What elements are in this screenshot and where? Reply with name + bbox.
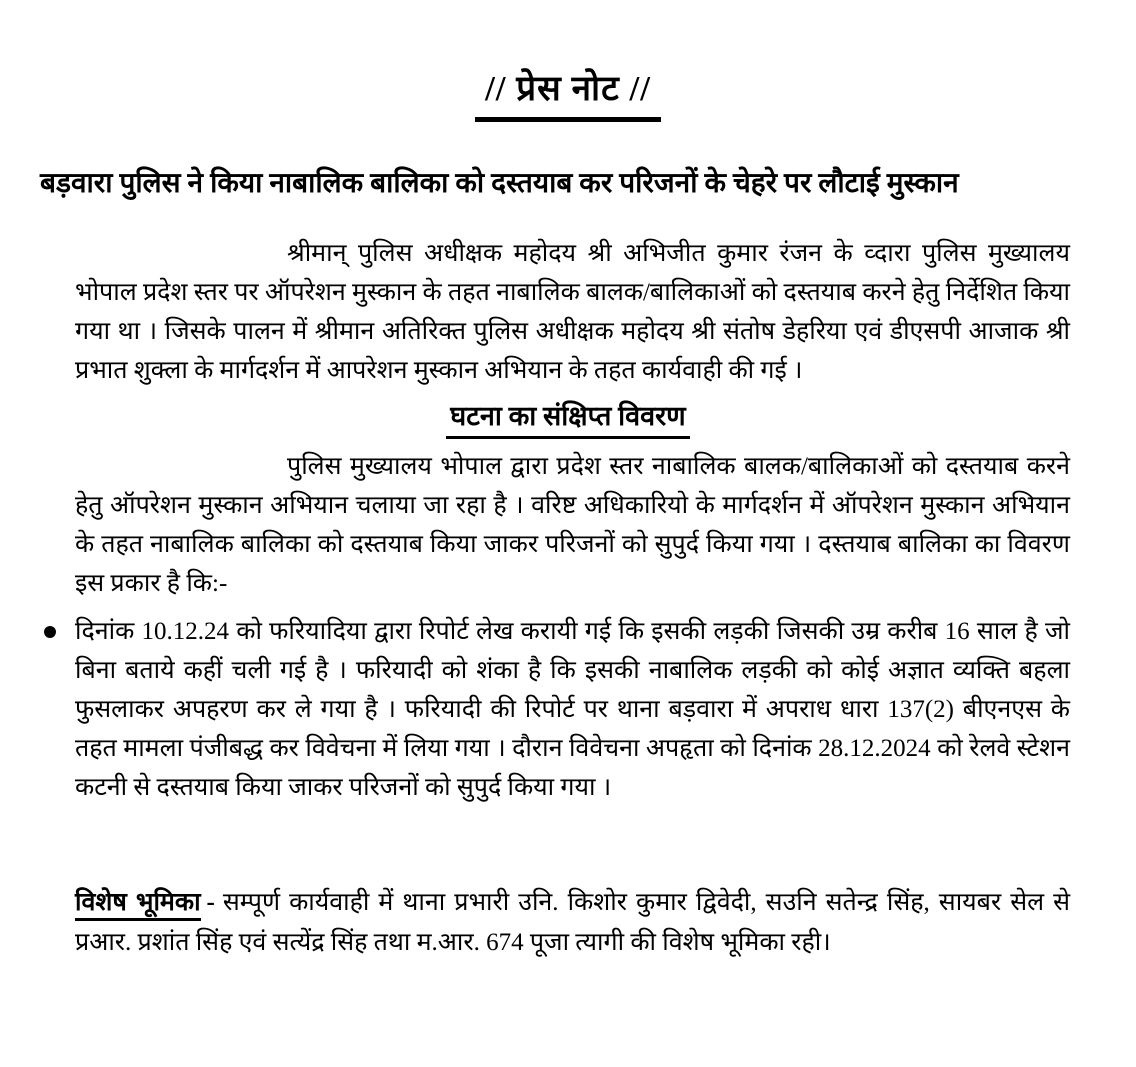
special-role-paragraph: [75, 883, 1070, 963]
bullet-item: [44, 612, 1070, 807]
special-role-separator: -: [206, 889, 215, 917]
bullet-icon: [44, 626, 56, 638]
special-role-label: विशेष भूमिका: [75, 889, 201, 921]
intro-paragraph: श्रीमान् पुलिस अधीक्षक महोदय श्री अभिजीत कुमार रंजन के व्दारा पुलिस मुख्यालय भोपाल प्रदेश स्तर पर ऑपरेशन मुस्कान के तहत नाबालिक बालक/बालिकाओं को दस्तयाब करने हेतु निर्देशित किया गया था । जिसके पालन में श्रीमान अतिरिक्त पुलिस अधीक्षक महोदय श्री संतोष डेहरिया एवं डीएसपी आजाक श्री प्रभात शुक्ला के मार्गदर्शन में आपरेशन मुस्कान अभियान के तहत कार्यवाही की गई ।: [75, 240, 1070, 385]
bullet-item-text: दिनांक 10.12.24 को फरियादिया द्वारा रिपोर्ट लेख करायी गई कि इसकी लड़की जिसकी उम्र करीब 16 साल है जो बिना बताये कहीं चली गई है । फरियादी को शंका है कि इसकी नाबालिक लड़की को कोई अज्ञात व्यक्ति बहला फुसलाकर अपहरण कर ले गया है । फरियादी की रिपोर्ट पर थाना बड़वारा में अपराध धारा 137(2) बीएनएस के तहत मामला पंजीबद्ध कर विवेचना में लिया गया । दौरान विवेचना अपहृता को दिनांक 28.12.2024 को रेलवे स्टेशन कटनी से दस्तयाब किया जाकर परिजनों को सुपुर्द किया गया ।: [75, 618, 1070, 802]
section-heading: घटना का संक्षिप्त विवरण: [446, 396, 689, 439]
document-title-container: [0, 0, 1136, 122]
section-paragraph: पुलिस मुख्यालय भोपाल द्वारा प्रदेश स्तर नाबालिक बालक/बालिकाओं को दस्तयाब करने हेतु ऑपरेशन मुस्कान अभियान चलाया जा रहा है । वरिष्ट अधिकारियो के मार्गदर्शन में ऑपरेशन मुस्कान अभियान के तहत नाबालिक बालिका को दस्तयाब किया जाकर परिजनों को सुपुर्द किया गया । दस्तयाब बालिका का विवरण इस प्रकार है कि:-: [75, 453, 1070, 598]
document-title: // प्रेस नोट //: [475, 64, 661, 122]
special-role-text: सम्पूर्ण कार्यवाही में थाना प्रभारी उनि. किशोर कुमार द्विवेदी, सउनि सतेन्द्र सिंह, सायबर सेल से प्रआर. प्रशांत सिंह एवं सत्येंद्र सिंह तथा म.आर. 674 पूजा त्यागी की विशेष भूमिका रही।: [75, 889, 1070, 957]
section-heading-container: [0, 396, 1136, 439]
headline: बड़वारा पुलिस ने किया नाबालिक बालिका को दस्तयाब कर परिजनों के चेहरे पर लौटाई मुस्कान: [40, 168, 959, 199]
